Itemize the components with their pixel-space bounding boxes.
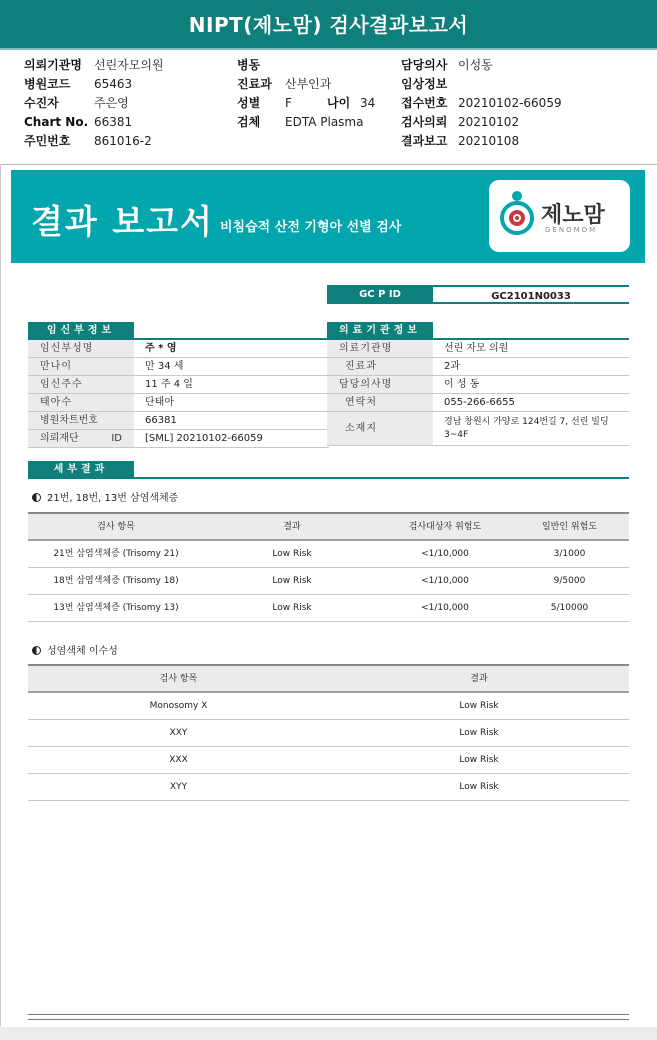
info-resident-no: 주민번호 861016-2 <box>24 134 152 148</box>
table-row: 의뢰재단 ID [SML] 20210102-66059 <box>28 430 329 448</box>
table-row: 18번 삼염색체증 (Trisomy 18) Low Risk <1/10,000 9/5000 <box>28 568 629 595</box>
table-row: XXX Low Risk <box>28 747 629 774</box>
header-separator <box>0 164 657 165</box>
table-row: Monosomy X Low Risk <box>28 693 629 720</box>
section-detail-results: 세부결과 <box>28 461 134 479</box>
info-report-date: 결과보고 20210108 <box>401 134 520 148</box>
half-circle-icon <box>32 493 41 502</box>
report-title: NIPT(제노맘) 검사결과보고서 <box>0 0 657 48</box>
banner-title: 결과 보고서 <box>31 202 214 241</box>
info-chart-no: Chart No. 66381 <box>24 115 133 129</box>
logo-subtext: GENOMOM <box>545 226 598 234</box>
table-row: XXY Low Risk <box>28 720 629 747</box>
info-patient: 수진자 주은영 <box>24 96 129 110</box>
table-row: 임신부성명 주 * 영 <box>28 340 329 358</box>
genomom-emblem-icon <box>499 188 539 244</box>
table-row: 연락처 055-266-6655 <box>327 394 629 412</box>
section-line-detail <box>28 477 629 479</box>
trisomy-heading: 21번, 18번, 13번 삼염색체증 <box>32 489 178 504</box>
footer-rule-top <box>28 1014 629 1015</box>
table-header-row: 검사 항목 결과 검사대상자 위험도 일반인 위험도 <box>28 514 629 541</box>
info-clinical: 임상정보 <box>401 77 448 91</box>
gcp-id-label: GC P ID <box>327 285 433 304</box>
table-row: 진료과 2과 <box>327 358 629 376</box>
table-row: 병원차트번호 66381 <box>28 412 329 430</box>
address-line-1: 경남 창원시 가양로 124번길 7, 선린 빌딩 <box>444 417 609 427</box>
gcp-id-value: GC2101N0033 <box>433 285 629 304</box>
table-row: XYY Low Risk <box>28 774 629 801</box>
title-underline <box>0 48 657 50</box>
info-age: 나이 34 <box>327 96 376 110</box>
info-hospital-code: 병원코드 65463 <box>24 77 133 91</box>
trisomy-table <box>28 512 629 622</box>
info-specimen: 검체 EDTA Plasma <box>237 115 364 129</box>
table-row: 13번 삼염색체증 (Trisomy 13) Low Risk <1/10,000 5/10000 <box>28 595 629 622</box>
sex-chrom-heading: 성염색체 이수성 <box>32 642 118 657</box>
pregnant-info-table <box>28 340 329 448</box>
table-row: 의료기관명 선린 자모 의원 <box>327 340 629 358</box>
logo-text: 제노맘 <box>541 203 605 228</box>
info-receipt-no: 접수번호 20210102-66059 <box>401 96 562 110</box>
page-left-border <box>0 164 1 1026</box>
institution-info-table <box>327 340 629 446</box>
info-doctor: 담당의사 이성동 <box>401 58 493 72</box>
sex-chrom-table <box>28 664 629 801</box>
info-request-date: 검사의뢰 20210102 <box>401 115 520 129</box>
info-sex: 성별 F <box>237 96 292 110</box>
table-row: 태아수 단태아 <box>28 394 329 412</box>
table-row: 소재지 경남 창원시 가양로 124번길 7, 선린 빌딩 3~4F <box>327 412 629 446</box>
genomom-logo <box>489 180 630 252</box>
info-institution: 의뢰기관명 선린자모의원 <box>24 58 164 72</box>
table-row: 만나이 만 34 세 <box>28 358 329 376</box>
info-department: 진료과 산부인과 <box>237 77 332 91</box>
section-pregnant-info: 임신부정보 <box>28 322 134 340</box>
address-line-2: 3~4F <box>444 430 469 440</box>
table-header-row: 검사 항목 결과 <box>28 666 629 693</box>
page-bottom-margin <box>0 1027 657 1040</box>
table-row: 임신주수 11 주 4 일 <box>28 376 329 394</box>
section-institution-info: 의료기관정보 <box>327 322 433 340</box>
banner-subtitle: 비침습적 산전 기형아 선별 검사 <box>220 220 402 235</box>
table-row: 21번 삼염색체증 (Trisomy 21) Low Risk <1/10,000 3/1000 <box>28 541 629 568</box>
info-ward: 병동 <box>237 58 261 72</box>
report-banner <box>11 170 645 263</box>
footer-rule-bottom <box>28 1019 629 1020</box>
half-circle-icon <box>32 646 41 655</box>
table-row: 담당의사명 이 성 동 <box>327 376 629 394</box>
